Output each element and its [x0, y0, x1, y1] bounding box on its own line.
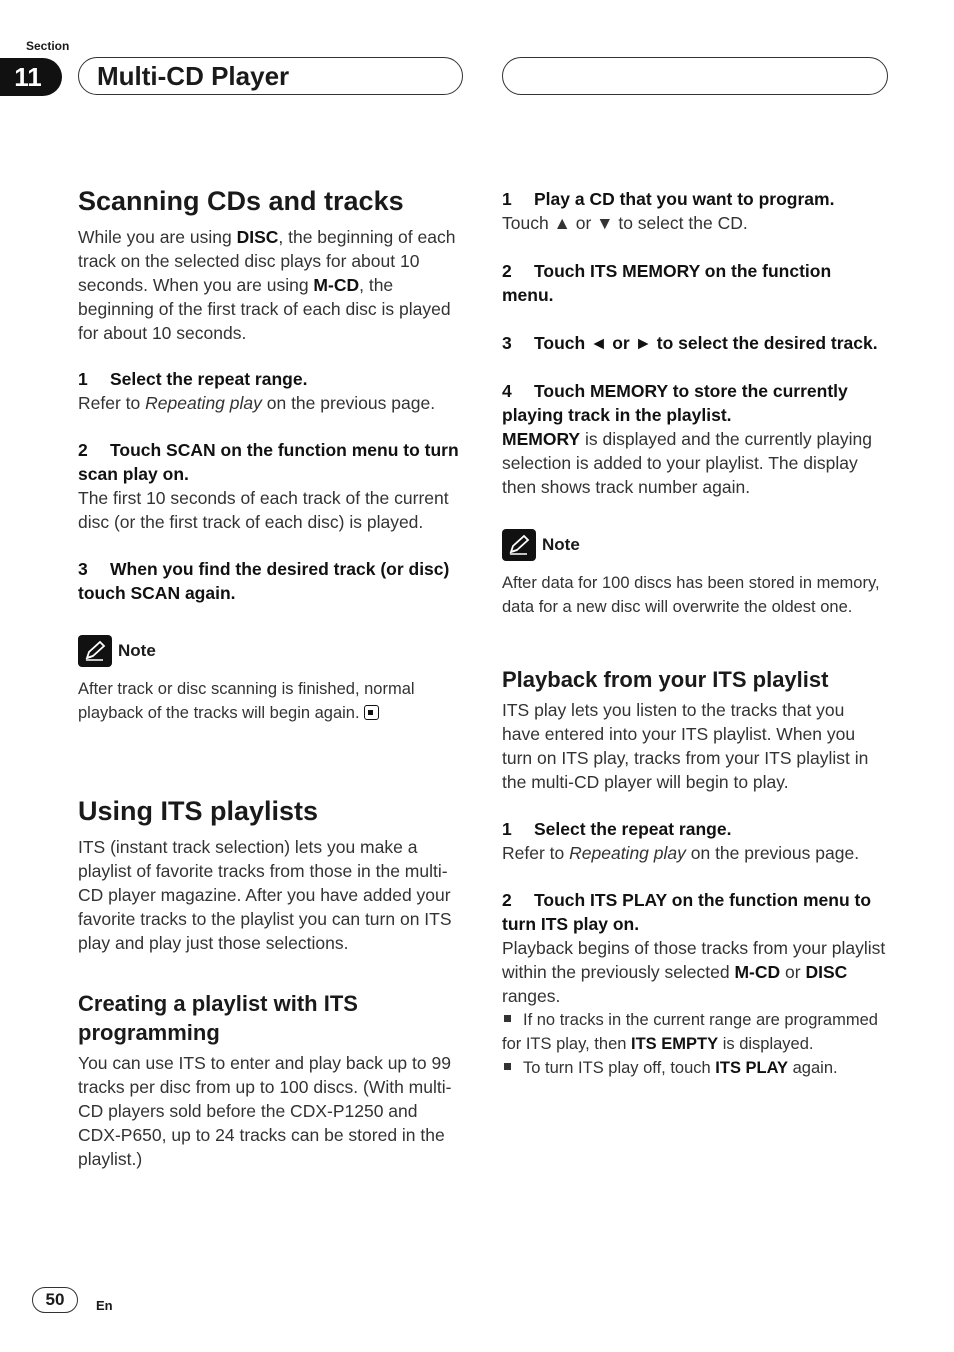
scan-heading: Scanning CDs and tracks — [78, 186, 404, 216]
note-pencil-icon — [78, 635, 112, 667]
playback-step-1-title: 1 Select the repeat range. — [502, 819, 732, 839]
scan-step-1-body: Refer to Repeating play on the previous page. — [78, 393, 436, 413]
scan-step-2-title: 2 Touch SCAN on the function menu to turn scan play on. — [78, 440, 459, 484]
prog-step-1-body: Touch ▲ or ▼ to select the CD. — [502, 213, 748, 233]
chapter-title-text: Multi-CD Player — [97, 60, 290, 91]
playback-intro: ITS play lets you listen to the tracks that you have entered into your ITS playlist. When you turn on ITS play, tracks from your ITS playlist in the multi-CD player will begin to play. — [502, 700, 869, 792]
its-heading: Using ITS playlists — [78, 796, 319, 826]
prog-step-4-body: MEMORY is displayed and the currently playing selection is added to your playlist. The display then shows track number again. — [502, 429, 872, 497]
prog-step-4-title: 4 Touch MEMORY to store the currently playing track in the playlist. — [502, 381, 848, 425]
chapter-title — [78, 57, 463, 95]
scan-step-2-body: The first 10 seconds of each track of the current disc (or the first track of each disc) is played. — [78, 488, 449, 532]
prog-step-1-title: 1 Play a CD that you want to program. — [502, 189, 835, 209]
bullet-square-icon — [504, 1015, 511, 1022]
its-programming-body: You can use ITS to enter and play back up to 99 tracks per disc from up to 100 discs. (With multi-CD players sold before the CDX-P1250 and CDX-P650, up to 24 tracks can be stored in the playlist.) — [78, 1053, 452, 1169]
playback-step-2-body: Playback begins of those tracks from your playlist within the previously selected M-CD or DISC ranges. — [502, 938, 886, 1006]
prog-step-3-title: 3 Touch ◄ or ► to select the desired track. — [502, 333, 878, 353]
section-number-badge: 11 — [0, 58, 62, 96]
end-of-section-icon — [364, 705, 379, 720]
prog-step-2-title: 2 Touch ITS MEMORY on the function menu. — [502, 261, 832, 305]
language-label: En — [96, 1298, 113, 1313]
bullet-square-icon — [504, 1063, 511, 1070]
chapter-title-blank-frame — [502, 57, 888, 95]
its-programming-heading: Creating a playlist with ITS programming — [78, 991, 358, 1045]
scan-step-1-title: 1 Select the repeat range. — [78, 369, 308, 389]
scan-note-text: After track or disc scanning is finished, normal playback of the tracks will begin again. — [78, 680, 415, 722]
its-intro: ITS (instant track selection) lets you make a playlist of favorite tracks from those in the multi-CD player magazine. After you have added your favorite tracks to the playlist you can turn on ITS play and play just those selections. — [78, 837, 452, 953]
note-pencil-icon — [502, 529, 536, 561]
prog-note-header — [502, 529, 887, 561]
note-label: Note — [118, 641, 156, 660]
left-column — [78, 185, 463, 1171]
prog-note-text: After data for 100 discs has been stored in memory, data for a new disc will overwrite the oldest one. — [502, 574, 880, 616]
scan-note-header — [78, 635, 463, 667]
playback-step-1-body: Refer to Repeating play on the previous page. — [502, 843, 860, 863]
playback-bullet-1: If no tracks in the current range are programmed for ITS play, then ITS EMPTY is displayed. — [502, 1011, 878, 1053]
playback-heading: Playback from your ITS playlist — [502, 667, 829, 692]
page-number: 50 — [32, 1287, 78, 1313]
scan-step-3-title: 3 When you find the desired track (or disc) touch SCAN again. — [78, 559, 450, 603]
playback-bullet-2: To turn ITS play off, touch ITS PLAY again. — [502, 1056, 887, 1080]
section-label: Section — [26, 39, 70, 53]
scan-intro: While you are using DISC, the beginning of each track on the selected disc plays for about 10 seconds. When you are using M-CD, the beginning of the first track of each disc is played for about 10 seconds. — [78, 227, 456, 343]
note-label: Note — [542, 535, 580, 554]
right-column — [502, 187, 887, 1080]
playback-step-2-title: 2 Touch ITS PLAY on the function menu to turn ITS play on. — [502, 890, 872, 934]
